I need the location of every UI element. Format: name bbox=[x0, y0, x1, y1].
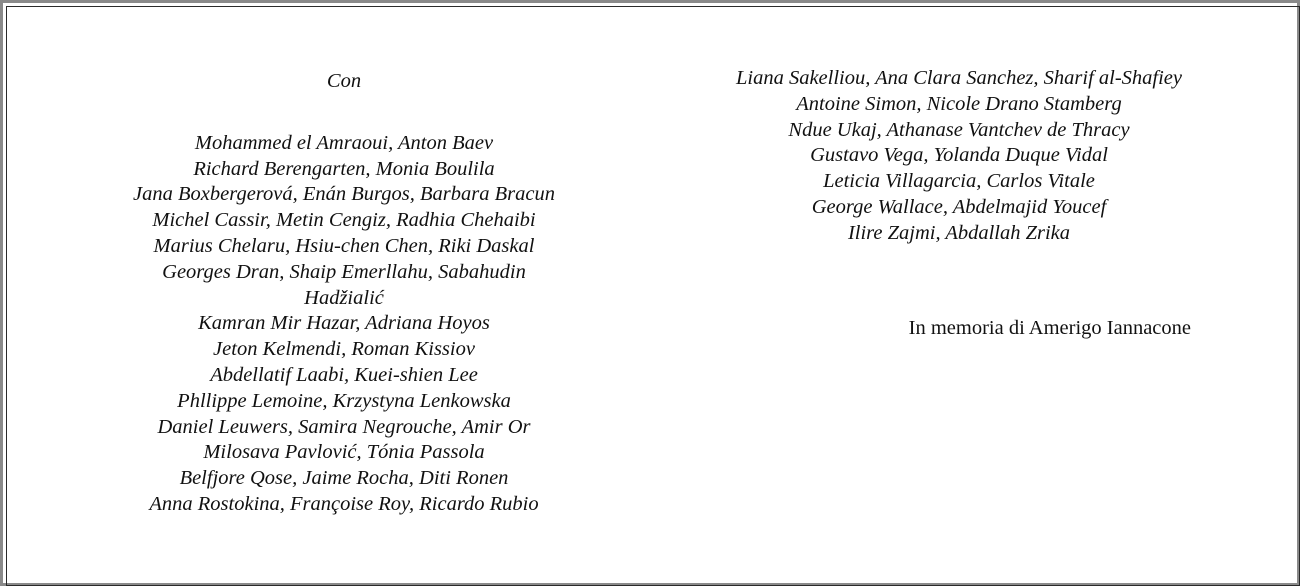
name-line: Mohammed el Amraoui, Anton Baev bbox=[194, 131, 494, 154]
name-line: Belfjore Qose, Jaime Rocha, Diti Ronen bbox=[179, 467, 509, 490]
name-line: Leticia Villagarcia, Carlos Vitale bbox=[823, 170, 1095, 193]
name-line: Daniel Leuwers, Samira Negrouche, Amir Or bbox=[157, 415, 531, 438]
intro-text: Con bbox=[326, 70, 362, 92]
name-line: Phllippe Lemoine, Krzystyna Lenkowska bbox=[177, 389, 511, 412]
name-line: George Wallace, Abdelmajid Youcef bbox=[811, 195, 1107, 218]
name-line: Jana Boxbergerová, Enán Burgos, Barbara Bracun bbox=[133, 183, 555, 206]
name-line: Abdellatif Laabi, Kuei-shien Lee bbox=[210, 363, 478, 386]
name-line: Hadžialić bbox=[304, 286, 384, 309]
name-line: Kamran Mir Hazar, Adriana Hoyos bbox=[198, 312, 490, 335]
name-line: Ndue Ukaj, Athanase Vantchev de Thracy bbox=[788, 118, 1130, 141]
name-line: Ilire Zajmi, Abdallah Zrika bbox=[847, 221, 1071, 244]
name-line: Gustavo Vega, Yolanda Duque Vidal bbox=[810, 144, 1108, 167]
name-line: Richard Berengarten, Monia Boulila bbox=[193, 157, 495, 180]
name-line: Milosava Pavlović, Tónia Passola bbox=[203, 441, 485, 464]
right-column bbox=[703, 66, 1215, 247]
name-line: Liana Sakelliou, Ana Clara Sanchez, Sharif al-Shafiey bbox=[735, 67, 1183, 89]
left-column bbox=[103, 69, 585, 518]
name-line: Jeton Kelmendi, Roman Kissiov bbox=[213, 338, 475, 361]
name-line: Anna Rostokina, Françoise Roy, Ricardo Rubio bbox=[149, 492, 539, 515]
name-line: Marius Chelaru, Hsiu-chen Chen, Riki Daskal bbox=[153, 234, 535, 257]
name-line: Georges Dran, Shaip Emerllahu, Sabahudin bbox=[162, 260, 526, 283]
name-line: Michel Cassir, Metin Cengiz, Radhia Chehaibi bbox=[152, 209, 536, 232]
dedication-text: In memoria di Amerigo Iannacone bbox=[908, 317, 1191, 339]
name-line: Antoine Simon, Nicole Drano Stamberg bbox=[796, 92, 1122, 115]
